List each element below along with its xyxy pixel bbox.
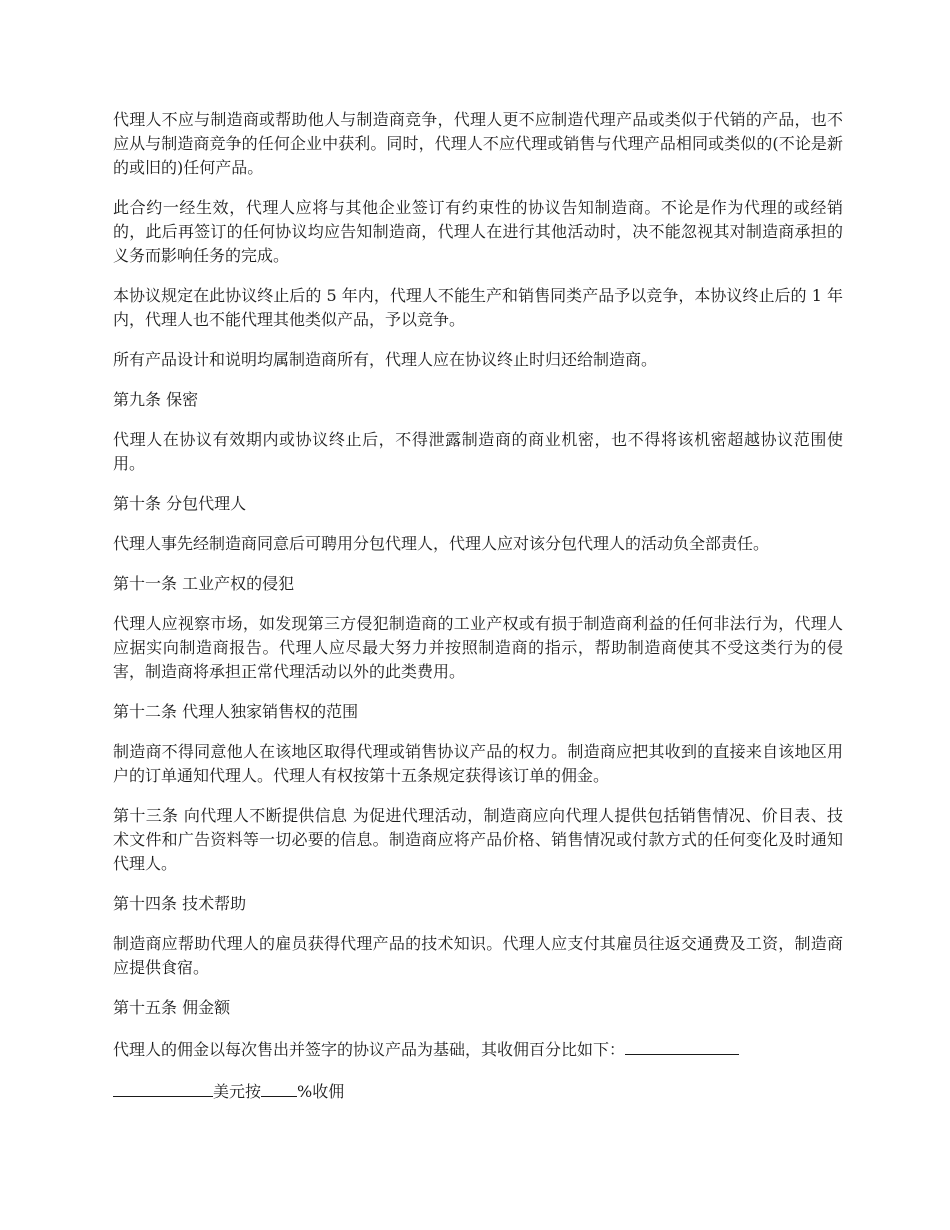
paragraph-confidentiality: 代理人在协议有效期内或协议终止后，不得泄露制造商的商业机密，也不得将该机密超越协议范围使用。 (113, 430, 843, 473)
paragraph-commission (113, 1036, 843, 1062)
heading-article-15: 第十五条 佣金额 (113, 998, 231, 1017)
heading-article-11: 第十一条 工业产权的侵犯 (113, 574, 295, 593)
paragraph-post-termination: 本协议规定在此协议终止后的 5 年内，代理人不能生产和销售同类产品予以竞争，本协议终止后的 1 年内，代理人也不能代理其他类似产品，予以竞争。 (113, 286, 843, 329)
blank-field-percent (261, 1078, 297, 1097)
paragraph-non-compete: 代理人不应与制造商或帮助他人与制造商竞争，代理人更不应制造代理产品或类似于代销的产品，也不应从与制造商竞争的任何企业中获利。同时，代理人不应代理或销售与代理产品相同或类似的(不论是新的或旧的)任何产品。 (113, 110, 843, 177)
paragraph-commission-rate (113, 1078, 843, 1104)
paragraph-article-13-information: 第十三条 向代理人不断提供信息 为促进代理活动，制造商应向代理人提供包括销售情况、价目表、技术文件和广告资料等一切必要的信息。制造商应将产品价格、销售情况或付款方式的任何变化及时通知代理人。 (113, 806, 843, 873)
paragraph-technical-help: 制造商应帮助代理人的雇员获得代理产品的技术知识。代理人应支付其雇员往返交通费及工资，制造商应提供食宿。 (113, 934, 843, 977)
paragraph-ip-infringement: 代理人应视察市场，如发现第三方侵犯制造商的工业产权或有损于制造商利益的任何非法行为，代理人应据实向制造商报告。代理人应尽最大努力并按照制造商的指示，帮助制造商使其不受这类行为的侵害，制造商将承担正常代理活动以外的此类费用。 (113, 614, 843, 681)
paragraph-exclusive-rights: 制造商不得同意他人在该地区取得代理或销售协议产品的权力。制造商应把其收到的直接来自该地区用户的订单通知代理人。代理人有权按第十五条规定获得该订单的佣金。 (113, 742, 843, 785)
paragraph-agreement-disclosure: 此合约一经生效，代理人应将与其他企业签订有约束性的协议告知制造商。不论是作为代理的或经销的，此后再签订的任何协议均应告知制造商，代理人在进行其他活动时，决不能忽视其对制造商承担的义务而影响任务的完成。 (113, 198, 843, 265)
heading-article-14: 第十四条 技术帮助 (113, 894, 247, 913)
blank-field-amount (113, 1078, 213, 1097)
unit-text: 美元按 (213, 1082, 262, 1101)
commission-text: 代理人的佣金以每次售出并签字的协议产品为基础，其收佣百分比如下： (113, 1040, 626, 1059)
paragraph-design-ownership: 所有产品设计和说明均属制造商所有，代理人应在协议终止时归还给制造商。 (113, 350, 658, 369)
heading-article-12: 第十二条 代理人独家销售权的范围 (113, 702, 359, 721)
blank-field-commission (625, 1036, 739, 1055)
document-page (113, 108, 843, 1120)
heading-article-10: 第十条 分包代理人 (113, 494, 247, 513)
paragraph-subagent: 代理人事先经制造商同意后可聘用分包代理人，代理人应对该分包代理人的活动负全部责任。 (113, 534, 770, 553)
heading-article-9: 第九条 保密 (113, 390, 199, 409)
percent-suffix-text: %收佣 (297, 1082, 345, 1101)
